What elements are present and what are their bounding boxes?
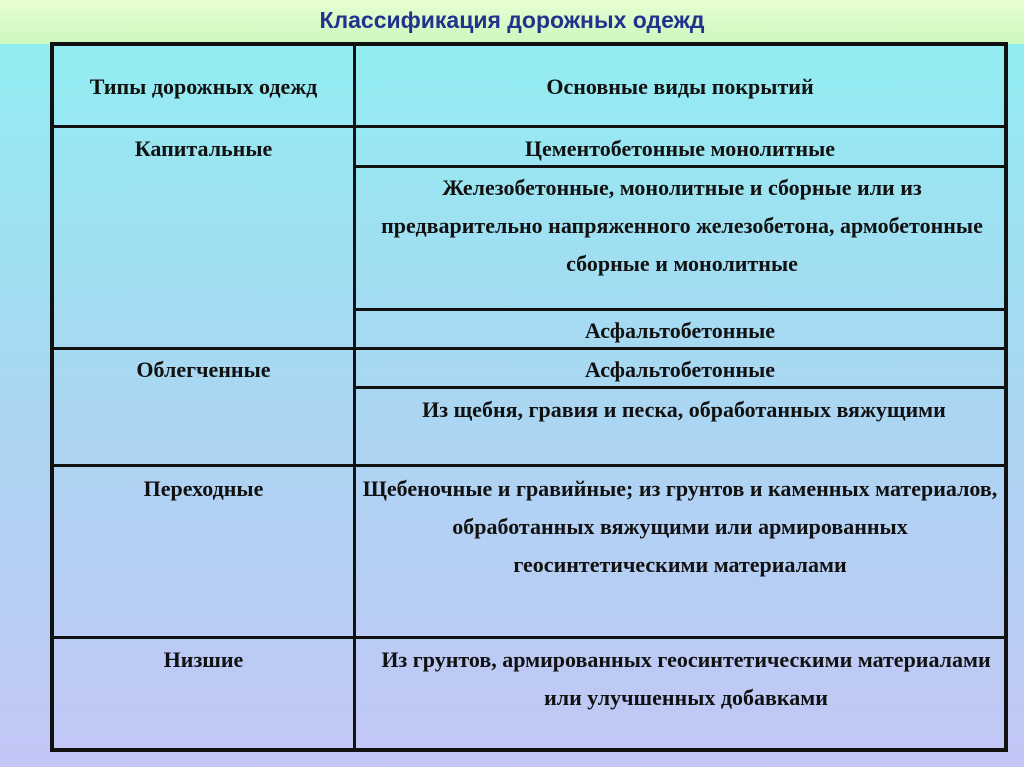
row-divider [50,125,1008,128]
covering-cell: Из щебня, гравия и песка, обработанных вяжущими [422,397,946,422]
row-type-transitional: Переходные [143,476,264,501]
row-type-lightweight: Облегченные [136,357,271,382]
row-type-capital: Капитальные [134,136,273,161]
row-divider [50,636,1008,639]
covering-cell: Асфальтобетонные [584,357,776,382]
covering-cell: Железобетонные, монолитные и сборные или из предварительно напряженного железобетона, армобетонные сборные и монолитные [381,175,983,276]
row-type-lower: Низшие [163,647,244,672]
covering-cell: Из грунтов, армированных геосинтетическими материалами или улучшенных добавками [381,647,991,710]
covering-cell: Асфальтобетонные [584,318,776,343]
header-col-coverings: Основные виды покрытий [546,74,814,99]
covering-cell: Щебеночные и гравийные; из грунтов и каменных материалов, обработанных вяжущими или армированных геосинтетическими материалами [362,476,998,577]
title-bar [0,0,1024,44]
subrow-divider [356,308,1008,311]
header-col-type: Типы дорожных одежд [89,74,318,99]
classification-table [50,42,1008,752]
page-title: Классификация дорожных одежд [319,7,705,33]
covering-cell: Цементобетонные монолитные [524,136,836,161]
row-divider [50,464,1008,467]
